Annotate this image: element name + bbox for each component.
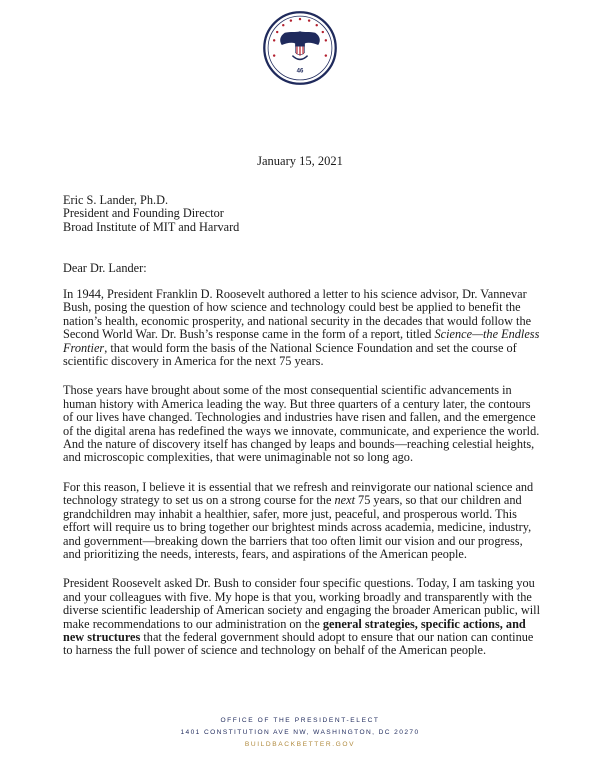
paragraph-1-text: In 1944, President Franklin D. Roosevelt authored a letter to his science advisor, Dr. Vannevar Bush, posing the question of how science and technology could best be applied to benefit the nation’s health, economic prosperity, and national security in the decades that would follow the Second World War. Dr. Bush’s response came in the form of a report, titled — [63, 287, 532, 342]
paragraph-1 — [63, 288, 543, 368]
letter-body — [63, 288, 543, 674]
recipient-organization: Broad Institute of MIT and Harvard — [63, 219, 240, 234]
paragraph-3-text: For this reason, I believe it is essential that we refresh and reinvigorate our national science and technology strategy to set us on a strong course for the — [63, 479, 534, 508]
paragraph-3 — [63, 481, 543, 561]
salutation: Dear Dr. Lander: — [63, 261, 147, 275]
recipient-name: Eric S. Lander, Ph.D. — [63, 193, 169, 207]
recipient-address — [63, 194, 543, 234]
footer-office: OFFICE OF THE PRESIDENT-ELECT — [220, 717, 380, 724]
footer-address: 1401 CONSTITUTION AVE NW, WASHINGTON, DC 20270 — [180, 729, 420, 736]
emphasis-next: next — [334, 493, 355, 508]
svg-text:46: 46 — [296, 67, 304, 75]
paragraph-4-text: President Roosevelt asked Dr. Bush to consider four specific questions. Today, I am tasking you and your colleagues with five. My hope is that you, working broadly and transparently with the diverse scientific leadership of American society and engaging the broader American public, will make recommendations to our administration on the — [63, 576, 541, 631]
report-title: Science—the Endless Frontier — [63, 327, 540, 355]
paragraph-3-text-end: 75 years, so that our children and grandchildren may inhabit a healthier, safer, more just, peaceful, and prosperous world. This effort will require us to bring together our brightest minds across academia, medicine, industry, and government—breaking down the barriers that too often limit our vision and our progress, and prioritizing the needs, interests, fears, and aspirations of the American people. — [63, 493, 532, 561]
presidential-seal-icon — [262, 10, 338, 86]
paragraph-4 — [63, 577, 543, 657]
letter-date: January 15, 2021 — [257, 154, 343, 168]
paragraph-1-text-end: , that would form the basis of the National Science Foundation and set the course of scientific discovery in America for the next 75 years. — [63, 340, 517, 369]
recipient-title: President and Founding Director — [63, 206, 224, 221]
paragraph-2: Those years have brought about some of the most consequential scientific advancements in human history with America leading the way. But three quarters of a century later, the contours of our lives have changed. Technologies and industries have risen and fallen, and the emergence of the digital arena has redefined the ways we innovate, communicate, and experience the world. And the nature of discovery itself has changed by leaps and bounds—reaching celestial heights, and microscopic complexities, that were unimaginable not so long ago. — [63, 383, 540, 465]
footer-website-link[interactable]: BUILDBACKBETTER.GOV — [244, 741, 356, 748]
paragraph-4-text-end: that the federal government should adopt to ensure that our nation can continue to harness the full power of science and technology on behalf of the American people. — [63, 629, 534, 658]
emphasis-recommendations: general strategies, specific actions, and new structures — [63, 616, 526, 644]
